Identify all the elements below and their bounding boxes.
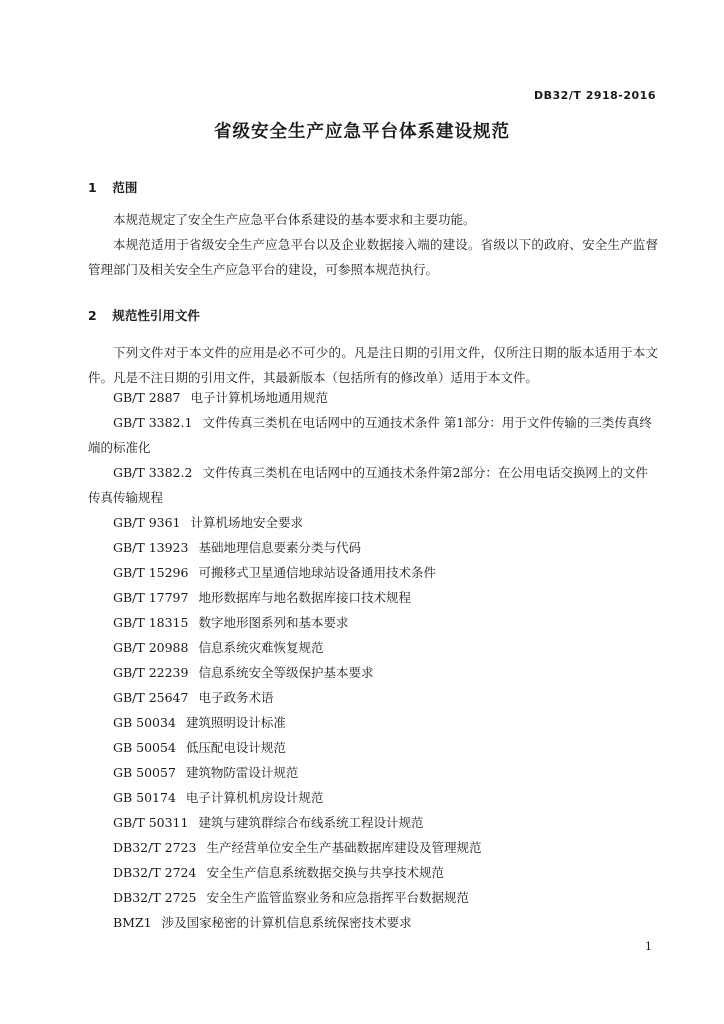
reference-item	[88, 835, 658, 860]
reference-title: 电子计算机机房设计规范	[185, 790, 324, 805]
section-number: 2	[88, 308, 97, 323]
scope-paragraph-1: 本规范规定了安全生产应急平台体系建设的基本要求和主要功能。	[113, 212, 476, 227]
reference-title: 可搬移式卫星通信地球站设备通用技术条件	[198, 565, 436, 580]
reference-title: 电子政务术语	[198, 690, 274, 705]
reference-item	[88, 735, 658, 760]
reference-title: 文件传真三类机在电话网中的互通技术条件 第1部分：用于文件传输的三类传真终端的标准化	[88, 415, 652, 455]
section-number: 1	[88, 180, 97, 195]
references-intro-paragraph: 下列文件对于本文件的应用是必不可少的。凡是注日期的引用文件，仅所注日期的版本适用于本文件。凡是不注日期的引用文件，其最新版本（包括所有的修改单）适用于本文件。	[88, 345, 658, 385]
reference-item	[88, 660, 658, 685]
reference-code: DB32/T 2725	[113, 890, 197, 905]
reference-title: 文件传真三类机在电话网中的互通技术条件第2部分：在公用电话交换网上的文件传真传输规程	[88, 465, 648, 505]
section-heading-normative-references	[88, 306, 200, 324]
reference-code: GB 50057	[113, 765, 176, 780]
reference-title: 信息系统安全等级保护基本要求	[198, 665, 374, 680]
document-code: DB32/T 2918-2016	[534, 89, 656, 102]
reference-code: DB32/T 2724	[113, 865, 197, 880]
reference-title: 计算机场地安全要求	[190, 515, 304, 530]
reference-item	[88, 860, 658, 885]
reference-code: GB 50174	[113, 790, 176, 805]
reference-item	[88, 410, 658, 460]
reference-code: DB32/T 2723	[113, 840, 197, 855]
reference-title: 建筑物防雷设计规范	[185, 765, 299, 780]
reference-code: GB 50054	[113, 740, 176, 755]
reference-title: 建筑照明设计标准	[185, 715, 286, 730]
reference-item	[88, 785, 658, 810]
reference-item	[88, 535, 658, 560]
reference-code: BMZ1	[113, 915, 152, 930]
reference-code: GB/T 13923	[113, 540, 189, 555]
reference-title: 信息系统灾难恢复规范	[198, 640, 324, 655]
reference-item	[88, 385, 658, 410]
page-number: 1	[645, 940, 652, 953]
reference-item	[88, 685, 658, 710]
reference-item	[88, 585, 658, 610]
reference-code: GB/T 9361	[113, 515, 181, 530]
reference-item	[88, 710, 658, 735]
reference-code: GB/T 22239	[113, 665, 189, 680]
reference-code: GB/T 17797	[113, 590, 189, 605]
reference-title: 数字地形图系列和基本要求	[198, 615, 349, 630]
reference-item	[88, 460, 658, 510]
section-title: 规范性引用文件	[112, 308, 200, 323]
reference-item	[88, 635, 658, 660]
scope-paragraph-2: 本规范适用于省级安全生产应急平台以及企业数据接入端的建设。省级以下的政府、安全生产监督管理部门及相关安全生产应急平台的建设，可参照本规范执行。	[88, 237, 658, 277]
reference-code: GB 50034	[113, 715, 176, 730]
reference-item	[88, 910, 658, 935]
section-title: 范围	[112, 180, 138, 195]
document-title: 省级安全生产应急平台体系建设规范	[214, 122, 510, 142]
reference-item	[88, 885, 658, 910]
reference-code: GB/T 3382.2	[113, 465, 193, 480]
reference-title: 基础地理信息要素分类与代码	[198, 540, 361, 555]
reference-code: GB/T 3382.1	[113, 415, 193, 430]
reference-code: GB/T 25647	[113, 690, 189, 705]
reference-code: GB/T 2887	[113, 390, 181, 405]
reference-title: 地形数据库与地名数据库接口技术规程	[198, 590, 411, 605]
reference-item	[88, 760, 658, 785]
reference-code: GB/T 15296	[113, 565, 189, 580]
reference-title: 电子计算机场地通用规范	[190, 390, 329, 405]
reference-code: GB/T 50311	[113, 815, 189, 830]
reference-title: 低压配电设计规范	[185, 740, 286, 755]
reference-title: 建筑与建筑群综合布线系统工程设计规范	[198, 815, 424, 830]
reference-item	[88, 560, 658, 585]
section-heading-scope	[88, 178, 137, 196]
reference-item	[88, 510, 658, 535]
reference-item	[88, 610, 658, 635]
reference-title: 生产经营单位安全生产基础数据库建设及管理规范	[206, 840, 482, 855]
reference-item	[88, 810, 658, 835]
reference-title: 安全生产信息系统数据交换与共享技术规范	[206, 865, 444, 880]
reference-code: GB/T 18315	[113, 615, 189, 630]
reference-title: 安全生产监管监察业务和应急指挥平台数据规范	[206, 890, 469, 905]
reference-code: GB/T 20988	[113, 640, 189, 655]
reference-title: 涉及国家秘密的计算机信息系统保密技术要求	[161, 915, 412, 930]
normative-reference-list	[88, 385, 658, 935]
